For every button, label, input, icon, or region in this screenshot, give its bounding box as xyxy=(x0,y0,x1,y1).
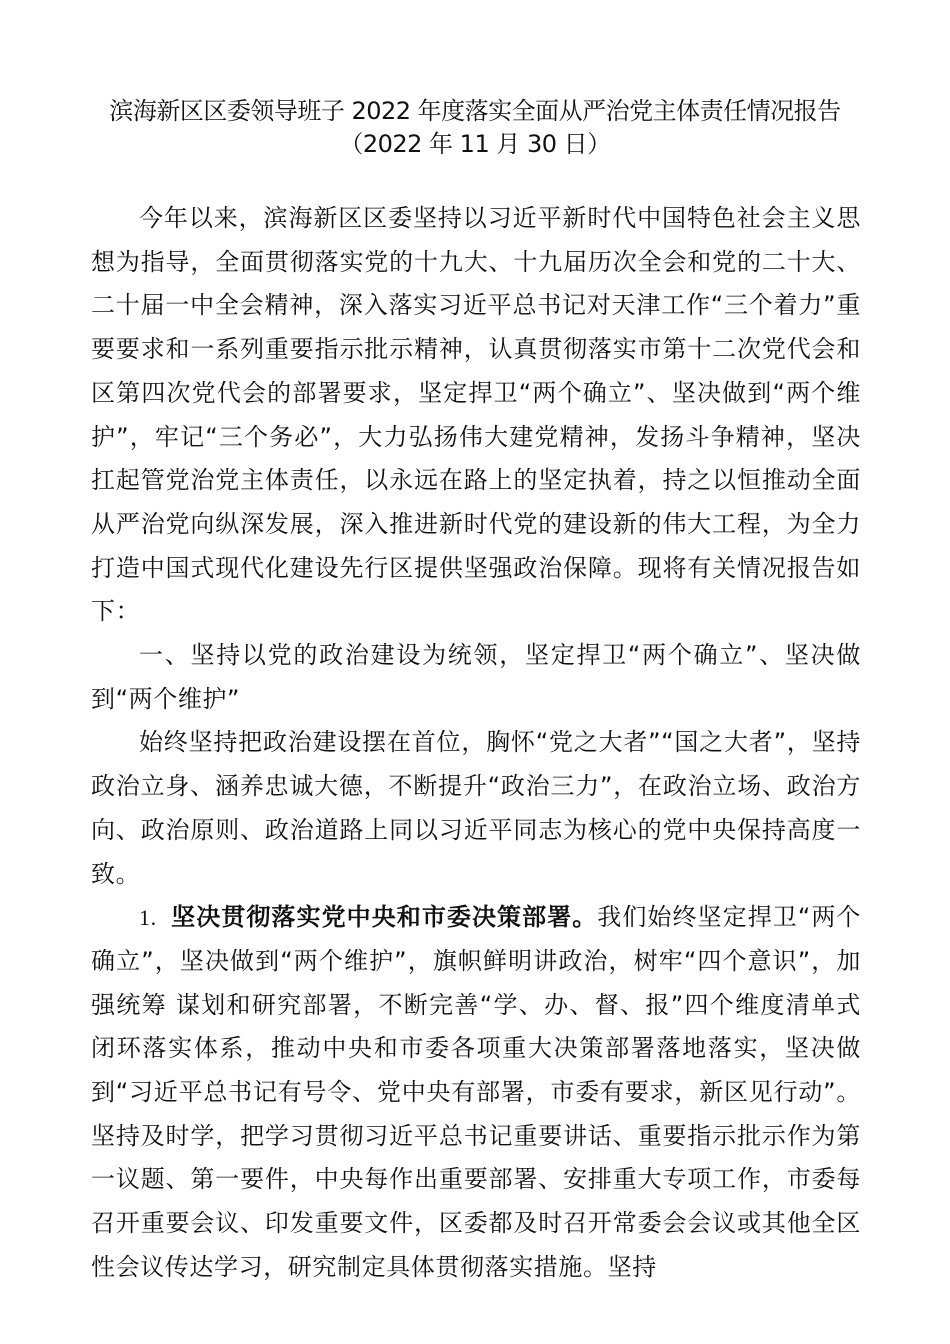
section-1-paragraph: 始终坚持把政治建设摆在首位，胸怀“党之大者”“国之大者”，坚持政治立身、涵养忠诚大德，不断提升“政治三力”，在政治立场、政治方向、政治原则、政治道路上同以习近平同志为核心的党中央保持高度一致。 xyxy=(91,728,861,888)
section-1-heading: 一、坚持以党的政治建设为统领，坚定捍卫“两个确立”、坚决做到“两个维护” xyxy=(91,641,861,713)
intro-paragraph: 今年以来，滨海新区区委坚持以习近平新时代中国特色社会主义思想为指导，全面贯彻落实党的十九大、十九届历次全会和党的二十大、二十届一中全会精神，深入落实习近平总书记对天津工作“三个着力”重要要求和一系列重要指示批示精神，认真贯彻落实市第十二次党代会和区第四次党代会的部署要求，坚定捍卫“两个确立”、坚决做到“两个维护”，牢记“三个务必”，大力弘扬伟大建党精神，发扬斗争精神，坚决扛起管党治党主体责任，以永远在路上的坚定执着，持之以恒推动全面从严治党向纵深发展，深入推进新时代党的建设新的伟大工程，为全力打造中国式现代化建设先行区提供坚强政治保障。现将有关情况报告如下： xyxy=(91,204,861,626)
document-title: 滨海新区区委领导班子 2022 年度落实全面从严治党主体责任情况报告 xyxy=(109,97,841,125)
item-1-heading: 坚决贯彻落实党中央和市委决策部署。 xyxy=(170,903,598,932)
item-1-paragraph xyxy=(91,896,861,1289)
document-date: （2022 年 11 月 30 日） xyxy=(339,130,611,158)
document-body xyxy=(91,197,861,1290)
item-1-number: 1. xyxy=(139,905,157,931)
item-1-text: 我们始终坚定捍卫“两个确立”，坚决做到“两个维护”，旗帜鲜明讲政治，树牢“四个意识”，加强统筹 谋划和研究部署，不断完善“学、办、督、报”四个维度清单式闭环落实体系，推动中央和市委各项重大决策部署落地落实，坚决做到“习近平总书记有号令、党中央有部署，市委有要求，新区见行动”。坚持及时学，把学习贯彻习近平总书记重要讲话、重要指示批示作为第一议题、第一要件，中央每作出重要部署、安排重大专项工作，市委每召开重要会议、印发重要文件，区委都及时召开常委会会议或其他全区性会议传达学习，研究制定具体贯彻落实措施。坚持 xyxy=(91,903,861,1281)
